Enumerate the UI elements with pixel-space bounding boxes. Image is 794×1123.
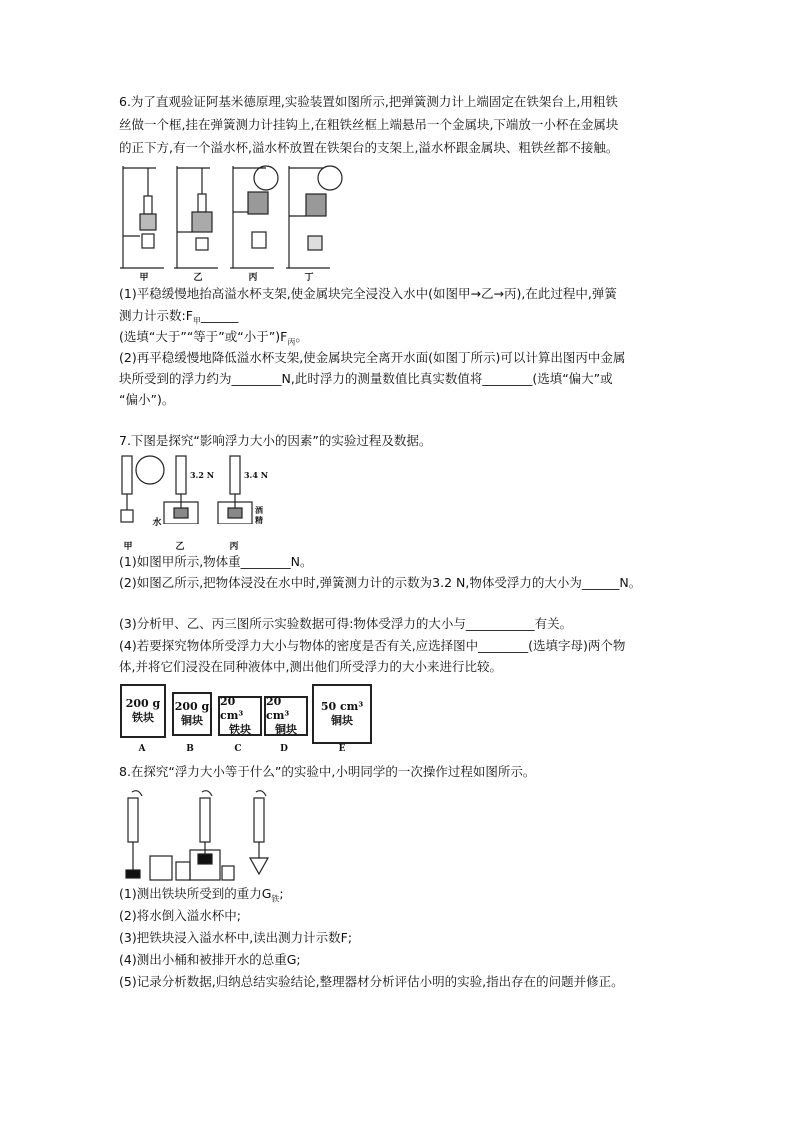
q6-part2-line-2: 块所受到的浮力约为________N,此时浮力的测量数值比真实数值将________(选填“偏大”或 <box>119 371 613 386</box>
q7-part4-line-1: (4)若要探究物体所受浮力大小与物体的密度是否有关,应选择图中________(选填字母)两个物 <box>119 638 626 653</box>
q7-block-a-mass: 200 g <box>125 697 161 710</box>
q7-liquid-water: 水 <box>152 518 162 528</box>
q7-block-c-volume: 20 cm³ <box>220 695 244 722</box>
q6-stem-line-2: 丝做一个框,挂在弹簧测力计挂钩上,在粗铁丝框上端悬吊一个金属块,下端放一小杯在金属块 <box>119 117 619 132</box>
q6-part1-subscript: 甲 <box>192 316 201 326</box>
q7-reading-yi: 3.2 N <box>189 470 214 480</box>
q7-block-label-a: A <box>138 744 146 754</box>
q7-block-b-material: 铜块 <box>181 714 203 727</box>
q7-block-c <box>218 696 262 736</box>
q7-liquid-alcohol-1: 酒 <box>255 505 263 515</box>
q7-liquid-alcohol-2: 精 <box>255 515 263 525</box>
q6-fig-label-ding: 丁 <box>304 273 314 283</box>
q6-fig-label-jia: 甲 <box>139 273 149 283</box>
q7-part4-line-2: 体,并将它们浸没在同种液体中,测出他们所受浮力的大小来进行比较。 <box>119 659 502 674</box>
q6-part2-line-1: (2)再平稳缓慢地降低溢水杯支架,使金属块完全离开水面(如图丁所示)可以计算出图丙中金属 <box>119 350 626 365</box>
q7-block-d <box>264 696 308 736</box>
q6-part1-text: 测力计示数:F <box>119 308 193 323</box>
q7-block-e-volume: 50 cm³ <box>320 700 364 713</box>
q7-block-a-material: 铁块 <box>132 711 154 724</box>
q7-stem: 7.下图是探究“影响浮力大小的因素”的实验过程及数据。 <box>119 433 432 448</box>
q7-block-e <box>312 684 372 744</box>
q7-block-b-mass: 200 g <box>174 700 210 713</box>
q7-block-b <box>172 692 212 736</box>
q6-stem-line-1: 6.为了直观验证阿基米德原理,实验装置如图所示,把弹簧测力计上端固定在铁架台上,用粗铁 <box>119 94 618 109</box>
q6-part1-options: (选填“大于”“等于”或“小于”)F <box>119 329 288 344</box>
q6-part1-blank: ______ <box>200 308 239 323</box>
q8-figure-apparatus <box>118 786 298 884</box>
q8-step-1-end: ; <box>279 886 284 901</box>
q7-block-label-d: D <box>280 744 288 754</box>
q6-part1-end: 。 <box>295 329 308 344</box>
q7-block-c-material: 铁块 <box>229 723 251 736</box>
q8-step-3: (3)把铁块浸入溢水杯中,读出测力计示数F; <box>119 930 353 945</box>
q7-reading-bing: 3.4 N <box>243 470 268 480</box>
q6-fig-label-yi: 乙 <box>193 273 203 283</box>
q6-fig-label-bing: 丙 <box>248 273 258 283</box>
q6-stem-line-3: 的正下方,有一个溢水杯,溢水杯放置在铁架台的支架上,溢水杯跟金属块、粗铁丝都不接触。 <box>119 140 619 155</box>
q7-block-label-b: B <box>186 744 194 754</box>
q6-part2-line-3: “偏小”)。 <box>119 392 175 407</box>
q8-step-2: (2)将水倒入溢水杯中; <box>119 908 241 923</box>
q7-block-d-material: 铜块 <box>275 723 297 736</box>
q8-step-1-subscript: 铁 <box>271 894 280 904</box>
q8-step-1-text: (1)测出铁块所受到的重力G <box>119 886 272 901</box>
q7-block-a <box>120 684 166 738</box>
q6-part1-subscript-2: 丙 <box>287 337 296 347</box>
q8-stem: 8.在探究“浮力大小等于什么”的实验中,小明同学的一次操作过程如图所示。 <box>119 764 536 779</box>
q7-block-d-volume: 20 cm³ <box>266 695 290 722</box>
q7-fig-label-jia: 甲 <box>123 542 133 552</box>
q7-fig-label-yi: 乙 <box>175 542 185 552</box>
q7-block-label-e: E <box>338 744 346 754</box>
q7-part2: (2)如图乙所示,把物体浸没在水中时,弹簧测力计的示数为3.2 N,物体受浮力的大小为______N。 <box>119 575 642 590</box>
q7-fig-label-bing: 丙 <box>229 542 239 552</box>
q7-block-label-c: C <box>234 744 242 754</box>
q7-block-e-material: 铜块 <box>331 714 353 727</box>
q7-part1: (1)如图甲所示,物体重________N。 <box>119 554 313 569</box>
q8-step-4: (4)测出小桶和被排开水的总重G; <box>119 952 301 967</box>
q8-step-5: (5)记录分析数据,归纳总结实验结论,整理器材分析评估小明的实验,指出存在的问题并修正。 <box>119 974 624 989</box>
q6-figure-apparatus <box>118 160 358 280</box>
q6-part1-line-1: (1)平稳缓慢地抬高溢水杯支架,使金属块完全浸没入水中(如图甲→乙→丙),在此过程中,弹簧 <box>119 286 617 301</box>
q7-part3: (3)分析甲、乙、丙三图所示实验数据可得:物体受浮力的大小与___________有关。 <box>119 616 573 631</box>
